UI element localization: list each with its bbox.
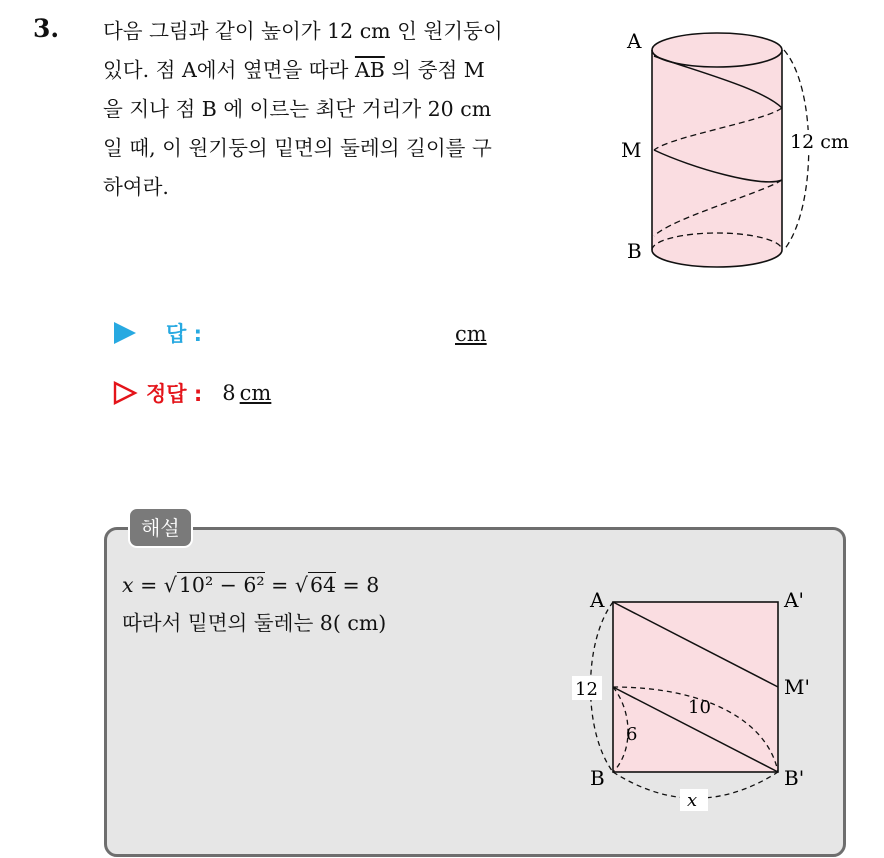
question-line-4: 일 때, 이 원기둥의 밑면의 둘레의 길이를 구 — [103, 136, 492, 160]
question-line-1: 다음 그림과 같이 높이가 12 cm 인 원기둥이 — [103, 19, 503, 43]
eq-radicand: 10² − 6² — [178, 573, 265, 597]
point-b-label: B — [627, 239, 642, 263]
label-12: 12 — [575, 679, 598, 700]
question-line-2 — [103, 51, 593, 90]
label-a-prime: A' — [784, 588, 804, 612]
eq-radicand-2: 64 — [309, 573, 337, 597]
correct-answer-row — [112, 378, 271, 408]
question-line-2-tail: 의 중점 M — [384, 58, 485, 82]
unfolded-cylinder-figure — [568, 582, 818, 817]
label-b: B — [590, 766, 605, 790]
eq-equals-1: = — [133, 573, 164, 597]
segment-ab: $\overline{AB}$ — [354, 58, 385, 82]
cylinder-fill — [652, 50, 782, 267]
point-m-label: M — [621, 138, 642, 162]
answer-blank[interactable]: cm — [455, 322, 487, 346]
solution-text — [122, 566, 386, 642]
eq-equals-2: = — [264, 573, 295, 597]
point-a-label: A — [627, 29, 642, 53]
solution-tab: 해설 — [128, 507, 193, 548]
answer-label: 답 : — [166, 322, 202, 346]
label-m-prime: M' — [784, 675, 810, 699]
question-line-2-start: 있다. 점 A에서 옆면을 따라 — [103, 58, 355, 82]
eq-x: x — [122, 573, 134, 597]
label-6: 6 — [626, 724, 638, 745]
question-line-5: 하여라. — [103, 175, 169, 199]
label-a: A — [590, 588, 605, 612]
solution-equation: x = √10² − 6² = √64 = 8 — [122, 573, 380, 597]
correct-value — [222, 381, 271, 405]
eq-equals-3: = 8 — [336, 573, 380, 597]
outlined-triangle-icon — [112, 380, 138, 406]
label-x: x — [687, 790, 698, 811]
height-label: 12 cm — [790, 131, 849, 153]
question-text — [103, 12, 593, 207]
correct-number: 8 — [222, 381, 236, 405]
label-b-prime: B' — [784, 766, 805, 790]
cylinder-figure — [612, 18, 862, 280]
solution-line-2: 따라서 밑면의 둘레는 8( cm) — [122, 611, 387, 635]
answer-row — [112, 318, 202, 348]
correct-unit: cm — [239, 381, 272, 405]
filled-triangle-icon — [112, 320, 138, 346]
correct-label: 정답 : — [146, 382, 203, 406]
question-number: 3. — [33, 14, 60, 43]
label-10: 10 — [688, 697, 711, 718]
unfolded-rectangle — [613, 602, 778, 772]
question-line-3: 을 지나 점 B 에 이르는 최단 거리가 20 cm — [103, 97, 492, 121]
